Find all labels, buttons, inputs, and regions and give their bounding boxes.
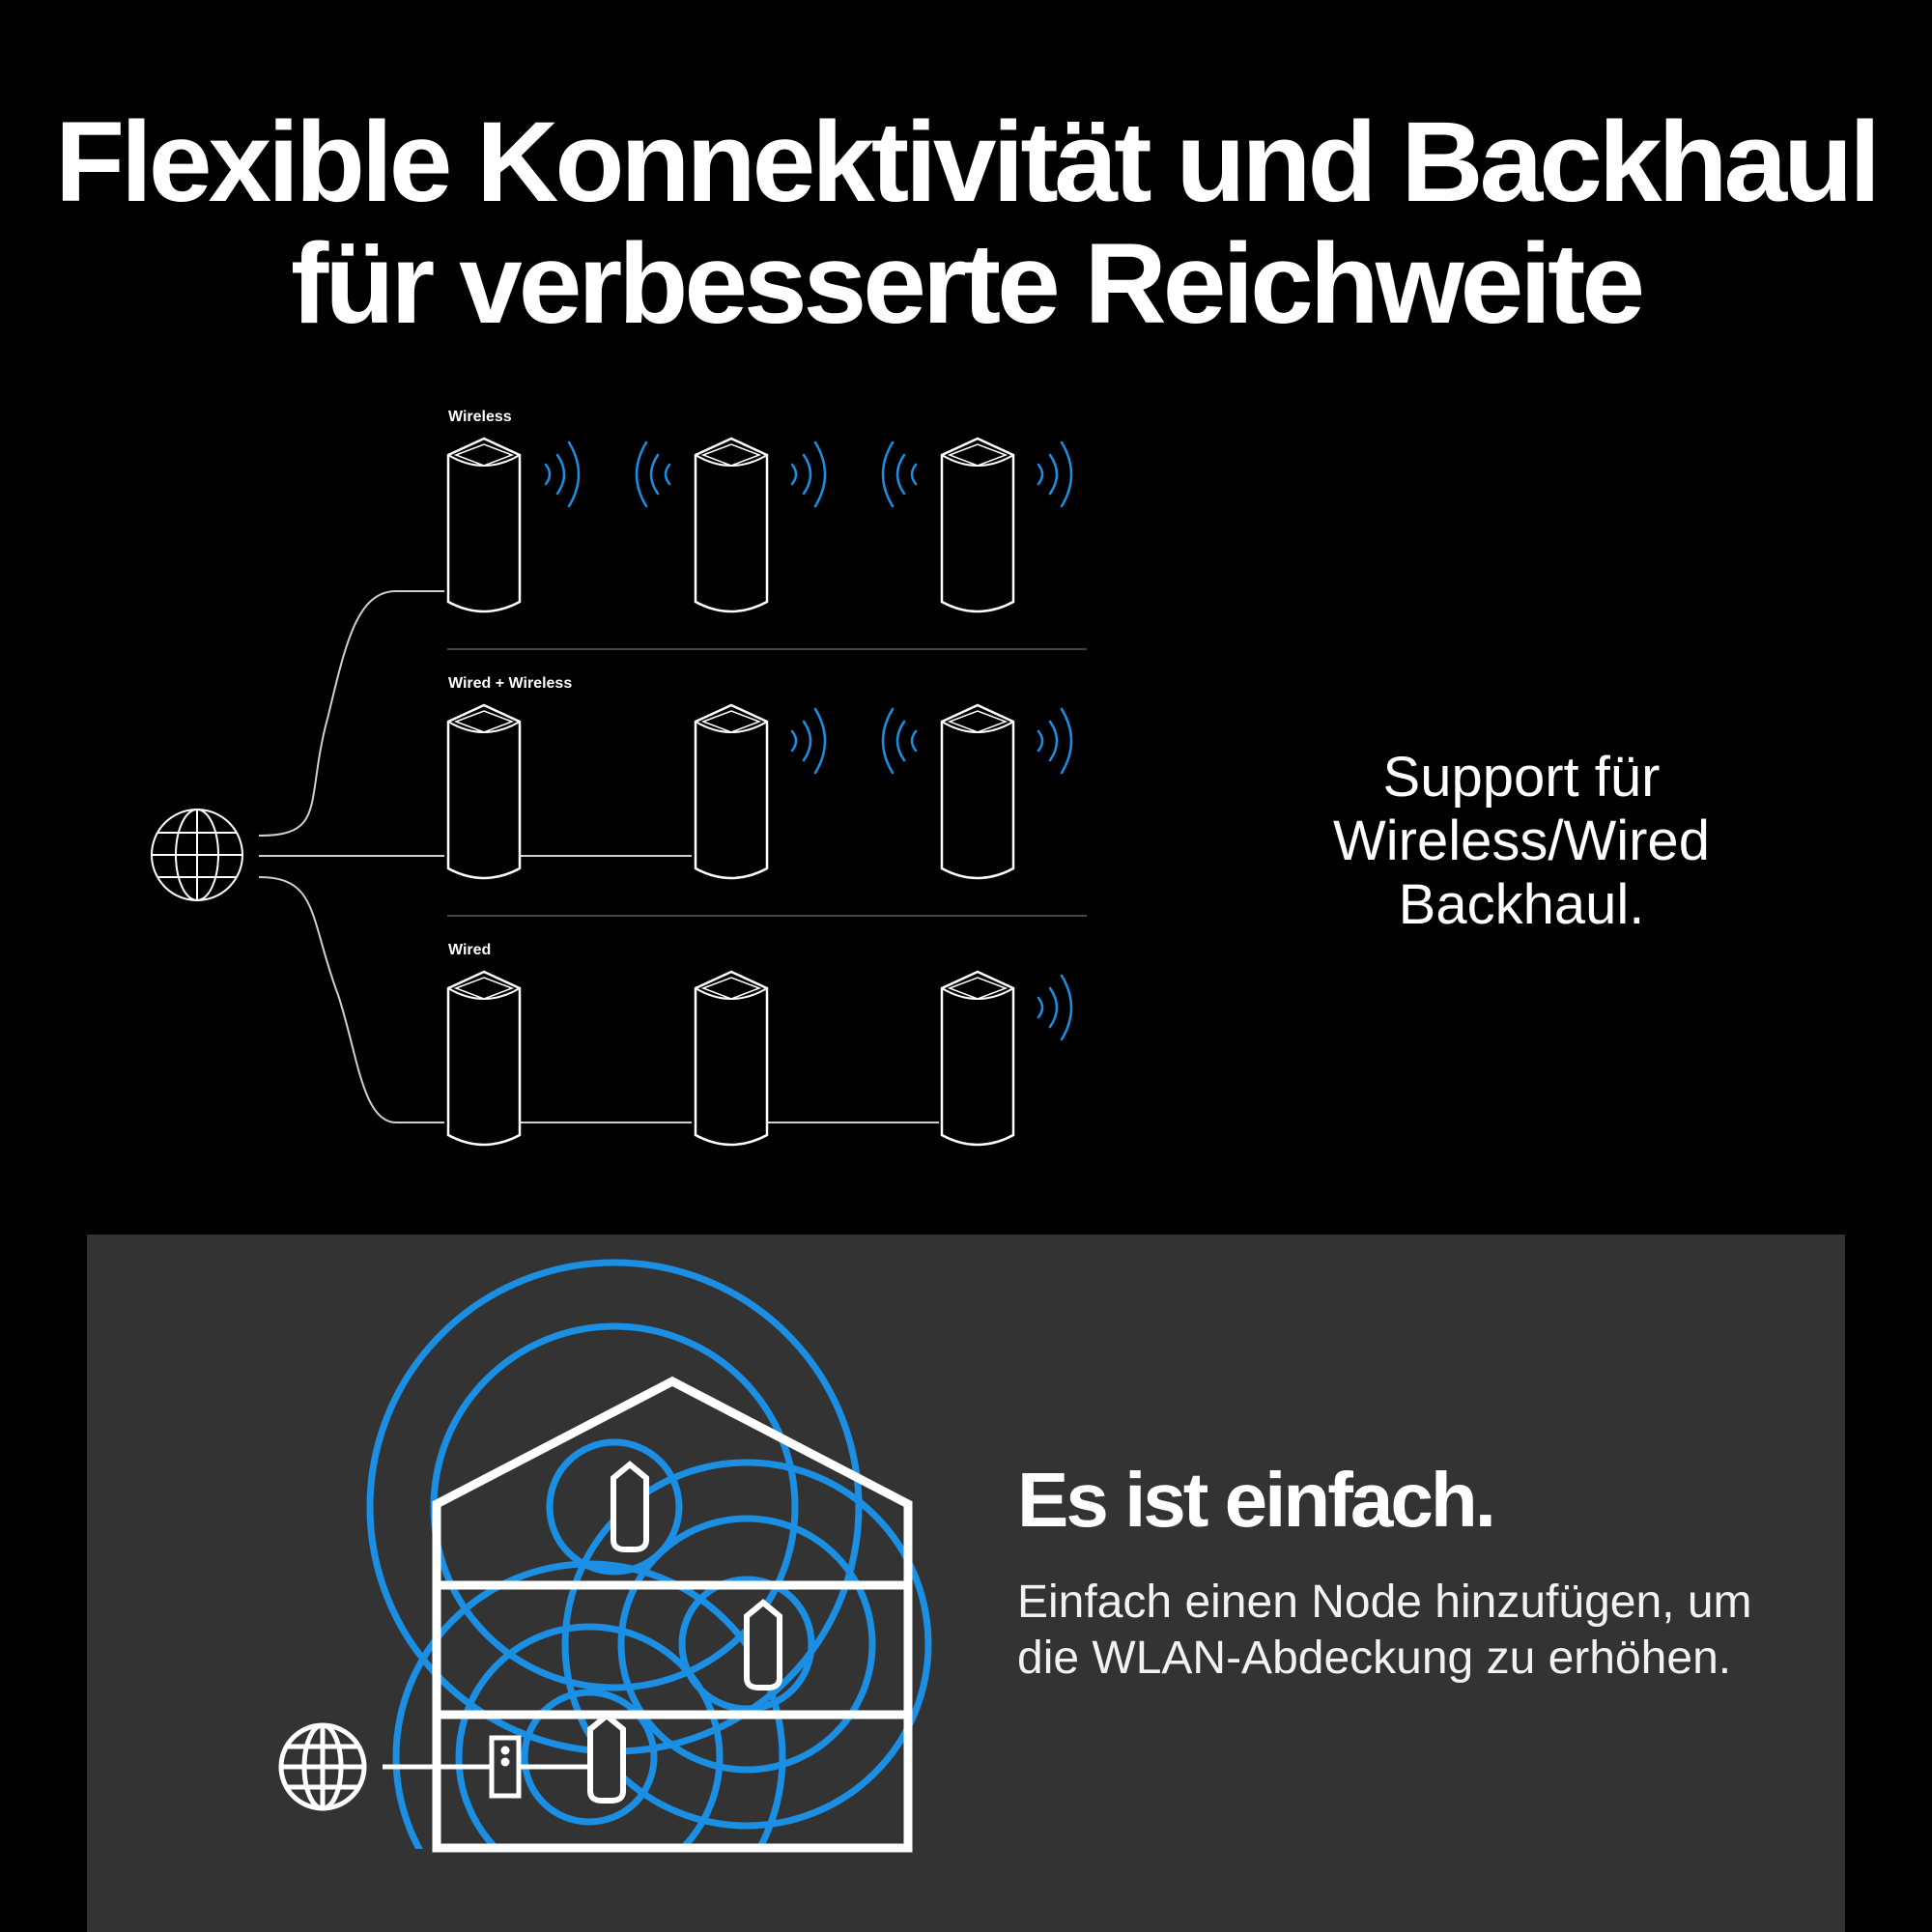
wifi-signal-icon: [1038, 442, 1071, 506]
row-label-wired-wireless: Wired + Wireless: [448, 675, 573, 692]
support-line-1: Support für: [1382, 746, 1661, 809]
node-icon: [942, 439, 1013, 611]
support-line-3: Backhaul.: [1398, 873, 1645, 936]
node-icon: [942, 705, 1013, 878]
node-icon: [448, 972, 520, 1145]
wifi-signal-icon: [637, 442, 669, 506]
node-icon: [696, 972, 767, 1145]
wifi-signal-icon: [546, 442, 579, 506]
modem-icon: [492, 1738, 519, 1796]
row-label-wired: Wired: [448, 942, 492, 958]
node-icon: [448, 439, 520, 611]
row-label-wireless: Wireless: [448, 409, 512, 425]
internet-globe-icon: [152, 810, 242, 900]
headline: [0, 99, 1932, 348]
support-line-2: Wireless/Wired: [1333, 810, 1710, 872]
backhaul-support-text: [1256, 746, 1787, 937]
wifi-signal-icon: [792, 709, 825, 773]
headline-line-1: Flexible Konnektivität und Backhaul: [54, 99, 1878, 226]
wifi-signal-icon: [1038, 709, 1071, 773]
wifi-signal-icon: [1038, 976, 1071, 1039]
wifi-signal-icon: [883, 709, 916, 773]
easy-title: Es ist einfach.: [1017, 1457, 1493, 1543]
headline-line-2: für verbesserte Reichweite: [291, 220, 1641, 348]
wifi-signal-icon: [792, 442, 825, 506]
internet-globe-icon: [281, 1725, 364, 1808]
easy-description: Einfach einen Node hinzufügen, um die WLAN-Abdeckung zu erhöhen.: [1017, 1577, 1752, 1684]
node-icon: [448, 705, 520, 878]
node-icon: [696, 439, 767, 611]
wifi-signal-icon: [883, 442, 916, 506]
node-icon: [696, 705, 767, 878]
backhaul-diagram: [0, 377, 1159, 1188]
coverage-rings: [370, 1263, 928, 1932]
cable-lines: [259, 591, 939, 1122]
node-icon: [942, 972, 1013, 1145]
house-coverage-illustration: [87, 1235, 1053, 1932]
easy-setup-panel: [87, 1235, 1845, 1932]
